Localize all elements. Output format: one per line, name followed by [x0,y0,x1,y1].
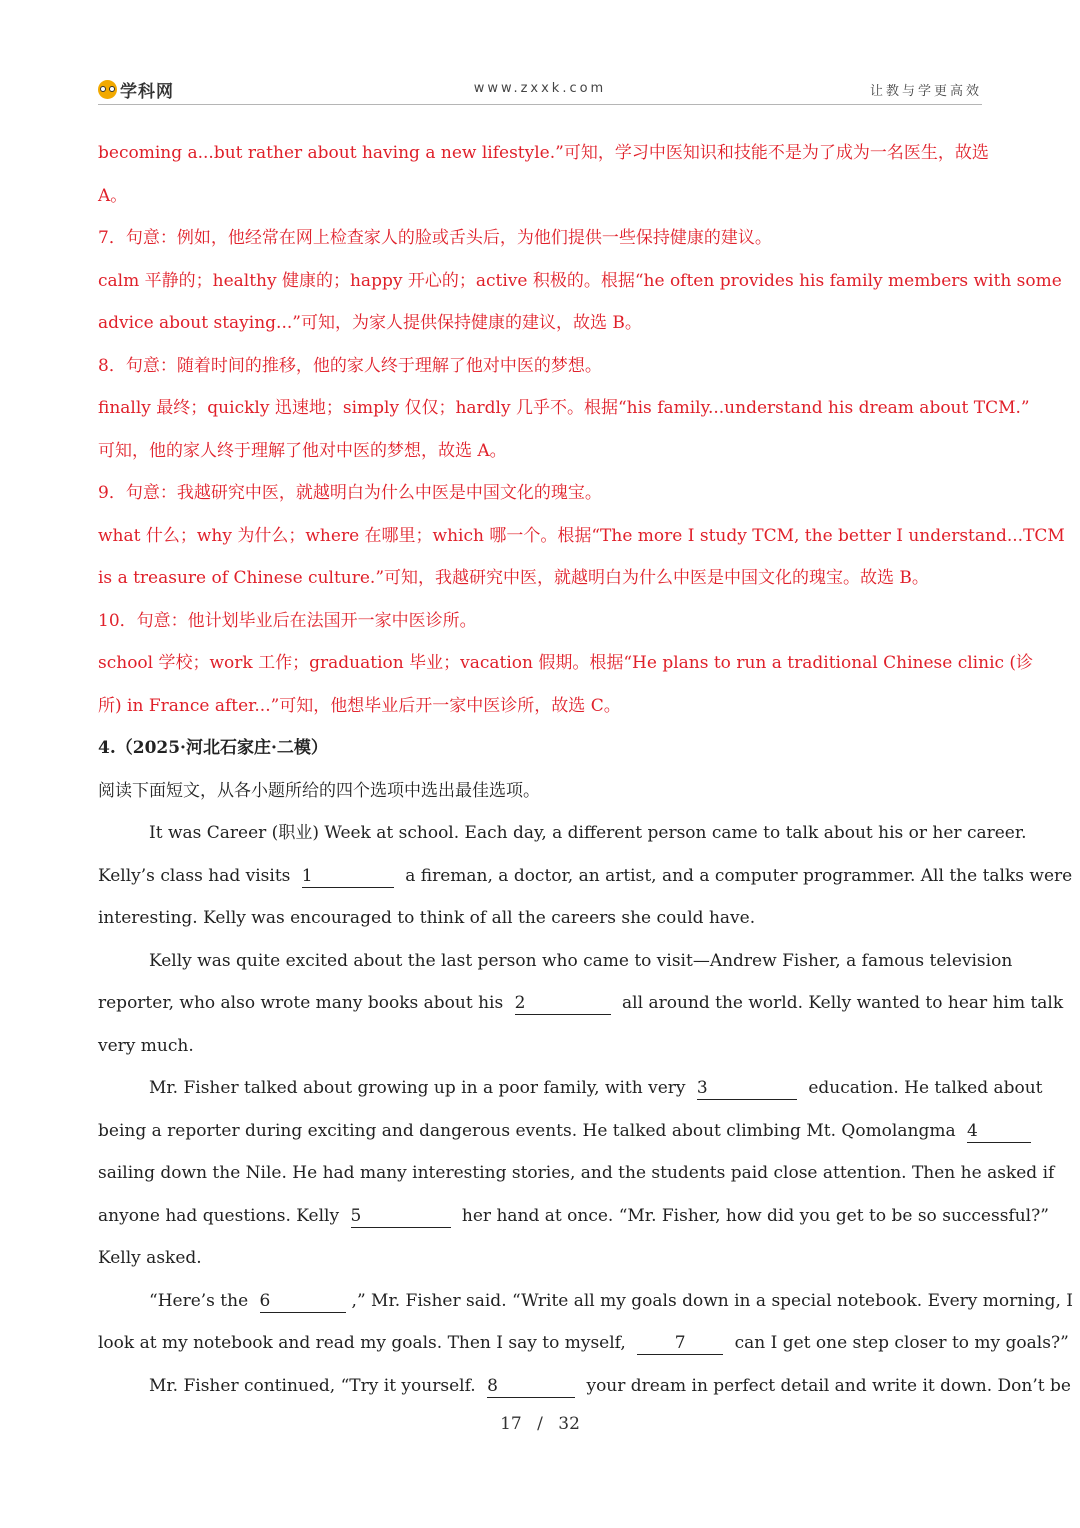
explanation-line: what 什么；why 为什么；where 在哪里；which 哪一个。根据“The more I study TCM, the better I understand...TCM [98,526,1065,546]
passage-text: a fireman, a doctor, an artist, and a computer programmer. All the talks were [405,866,1073,886]
page-number [0,1414,1080,1434]
passage-text: education. He talked about [808,1078,1043,1098]
question-instruction: 阅读下面短文，从各小题所给的四个选项中选出最佳选项。 [98,781,540,801]
passage-line [98,863,1073,889]
passage-line: interesting. Kelly was encouraged to think of all the careers she could have. [98,908,756,928]
passage-line [149,1288,1074,1314]
blank-6: 6 [260,1290,346,1313]
logo-text: 学科网 [120,82,174,102]
blank-5: 5 [351,1205,451,1228]
passage-text: all around the world. Kelly wanted to hear him talk [622,993,1064,1013]
blank-2: 2 [515,992,611,1015]
header-slogan: 让教与学更高效 [869,84,982,99]
passage-text: Kelly’s class had visits [98,866,291,886]
passage-line [149,1373,1071,1399]
explanation-line: calm 平静的；healthy 健康的；happy 开心的；active 积极的。根据“he often provides his family members with some [98,271,1062,291]
passage-line [98,990,1064,1016]
explanation-line: 9．句意：我越研究中医，就越明白为什么中医是中国文化的瑰宝。 [98,483,602,503]
passage-text: her hand at once. “Mr. Fisher, how did you get to be so successful?” [461,1206,1049,1226]
explanation-line: 可知，他的家人终于理解了他对中医的梦想，故选 A。 [98,441,507,461]
page-header [98,72,982,105]
blank-1: 1 [302,865,394,888]
passage-text: ,” Mr. Fisher said. “Write all my goals down in a special notebook. Every morning, I [351,1291,1074,1311]
passage-line [149,1075,1043,1101]
passage-text: your dream in perfect detail and write it down. Don’t be [586,1376,1071,1396]
blank-7: 7 [637,1332,723,1355]
question-heading: 4.（2025·河北石家庄·二模） [98,738,328,758]
site-url: www.zxxk.com [473,81,607,96]
explanation-line: A。 [98,186,128,206]
blank-3: 3 [697,1077,797,1100]
explanation-line: 所) in France after...”可知，他想毕业后开一家中医诊所，故选 C。 [98,696,621,716]
explanation-line: 10．句意：他计划毕业后在法国开一家中医诊所。 [98,611,477,631]
page-separator: / [537,1414,543,1434]
passage-text: anyone had questions. Kelly [98,1206,340,1226]
page-current: 17 [500,1414,522,1434]
passage-line [98,1203,1049,1229]
passage-text: Mr. Fisher talked about growing up in a poor family, with very [149,1078,686,1098]
passage-text: being a reporter during exciting and dangerous events. He talked about climbing Mt. Qomolangma [98,1121,956,1141]
page-total: 32 [558,1414,580,1434]
passage-line: sailing down the Nile. He had many interesting stories, and the students paid close attention. Then he asked if [98,1163,1055,1183]
explanation-line: school 学校；work 工作；graduation 毕业；vacation 假期。根据“He plans to run a traditional Chinese clinic (诊 [98,653,1034,673]
passage-line: very much. [98,1036,194,1056]
passage-line [98,1118,981,1144]
blank-8: 8 [487,1375,575,1398]
passage-line: It was Career (职业) Week at school. Each day, a different person came to talk about his or her career. [149,823,1027,843]
passage-text: can I get one step closer to my goals?” [734,1333,1069,1353]
passage-text: “Here’s the [149,1291,249,1311]
passage-text: look at my notebook and read my goals. Then I say to myself, [98,1333,626,1353]
passage-text: Mr. Fisher continued, “Try it yourself. [149,1376,476,1396]
explanation-line: becoming a...but rather about having a new lifestyle.”可知，学习中医知识和技能不是为了成为一名医生，故选 [98,143,989,163]
passage-text: reporter, who also wrote many books about his [98,993,504,1013]
passage-line: Kelly asked. [98,1248,202,1268]
explanation-line: 7．句意：例如，他经常在网上检查家人的脸或舌头后，为他们提供一些保持健康的建议。 [98,228,772,248]
explanation-line: 8．句意：随着时间的推移，他的家人终于理解了他对中医的梦想。 [98,356,602,376]
explanation-line: is a treasure of Chinese culture.”可知，我越研究中医，就越明白为什么中医是中国文化的瑰宝。故选 B。 [98,568,929,588]
blank-4: 4 [967,1120,1031,1143]
explanation-line: advice about staying...”可知，为家人提供保持健康的建议，故选 B。 [98,313,642,333]
passage-line: Kelly was quite excited about the last person who came to visit—Andrew Fisher, a famous television [149,951,1013,971]
passage-line [98,1330,1069,1356]
explanation-line: finally 最终；quickly 迅速地；simply 仅仅；hardly 几乎不。根据“his family...understand his dream about TCM.” [98,398,1030,418]
